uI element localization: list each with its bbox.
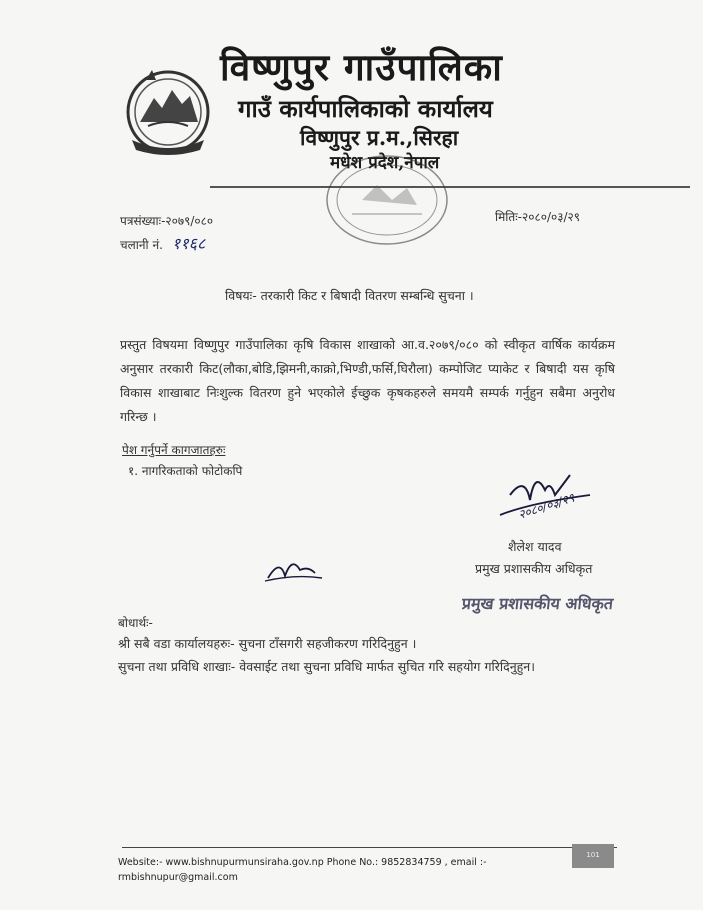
designation-stamp: प्रमुख प्रशासकीय अधिकृत [460, 594, 615, 613]
page-badge: 101 [572, 844, 614, 868]
office-location: विष्णुपुर प्र.म.,सिरहा [300, 125, 459, 150]
dispatch-label: चलानी नं. [120, 238, 163, 252]
province-name: मधेश प्रदेश,नेपाल [330, 153, 440, 173]
officer-signature [480, 455, 610, 540]
office-name: गाउँ कार्यपालिकाको कार्यालय [238, 94, 493, 123]
dispatch-number: ११६८ [172, 234, 206, 253]
footer-contact: Website:- www.bishnupurmunsiraha.gov.np Phone No.: 9852834759 , email :- rmbishnupur@gmail.com [118, 857, 487, 883]
documents-item: १. नागरिकताको फोटोकपि [128, 464, 243, 478]
municipality-name: विष्णुपुर गाउँपालिका [220, 45, 503, 89]
subject-line: विषयः- तरकारी किट र बिषादी वितरण सम्बन्धि सुचना । [225, 288, 474, 303]
cc-heading: बोधार्थः- [118, 616, 153, 630]
office-round-stamp [322, 150, 452, 250]
documents-heading: पेश गर्नुपर्ने कागजातहरुः [122, 443, 226, 457]
signatory-name: शैलेश यादव [508, 539, 562, 554]
initial-signature [260, 548, 330, 588]
footer-divider [122, 847, 617, 848]
cc-item: सुचना तथा प्रविधि शाखाः- वेवसाईट तथा सुचना प्रविधि मार्फत सुचित गरि सहयोग गरिदिनुहुन। [118, 659, 535, 674]
cc-item: श्री सबै वडा कार्यालयहरुः- सुचना टाँसगरी सहजीकरण गरिदिनुहुन । [118, 636, 417, 651]
signature-date: २०८०/०३/२९ [516, 490, 577, 522]
signatory-title: प्रमुख प्रशासकीय अधिकृत [475, 561, 593, 576]
reference-number: पत्रसंख्याः-२०७९/०८० [120, 214, 214, 228]
notice-body: प्रस्तुत विषयमा विष्णुपुर गाउँपालिका कृषि विकास शाखाको आ.व.२०७९/०८० को स्वीकृत वार्षिक कार्यक्रम अनुसार तरकारी किट(लौका,बोडि,झिमनी,काक्रो,भिण्डी,फर्सि,घिरौला) कम्पोजिट प्याकेट र बिषादी यस कृषि विकास शाखाबाट निःशुल्क वितरण हुने भएकोले ईच्छुक कृषकहरुले समयमै सम्पर्क गर्नुहुन सबैमा अनुरोध गरिन्छ । [120, 337, 615, 424]
letter-date: मितिः-२०८०/०३/२९ [495, 210, 580, 224]
nepal-emblem-icon [118, 60, 218, 160]
